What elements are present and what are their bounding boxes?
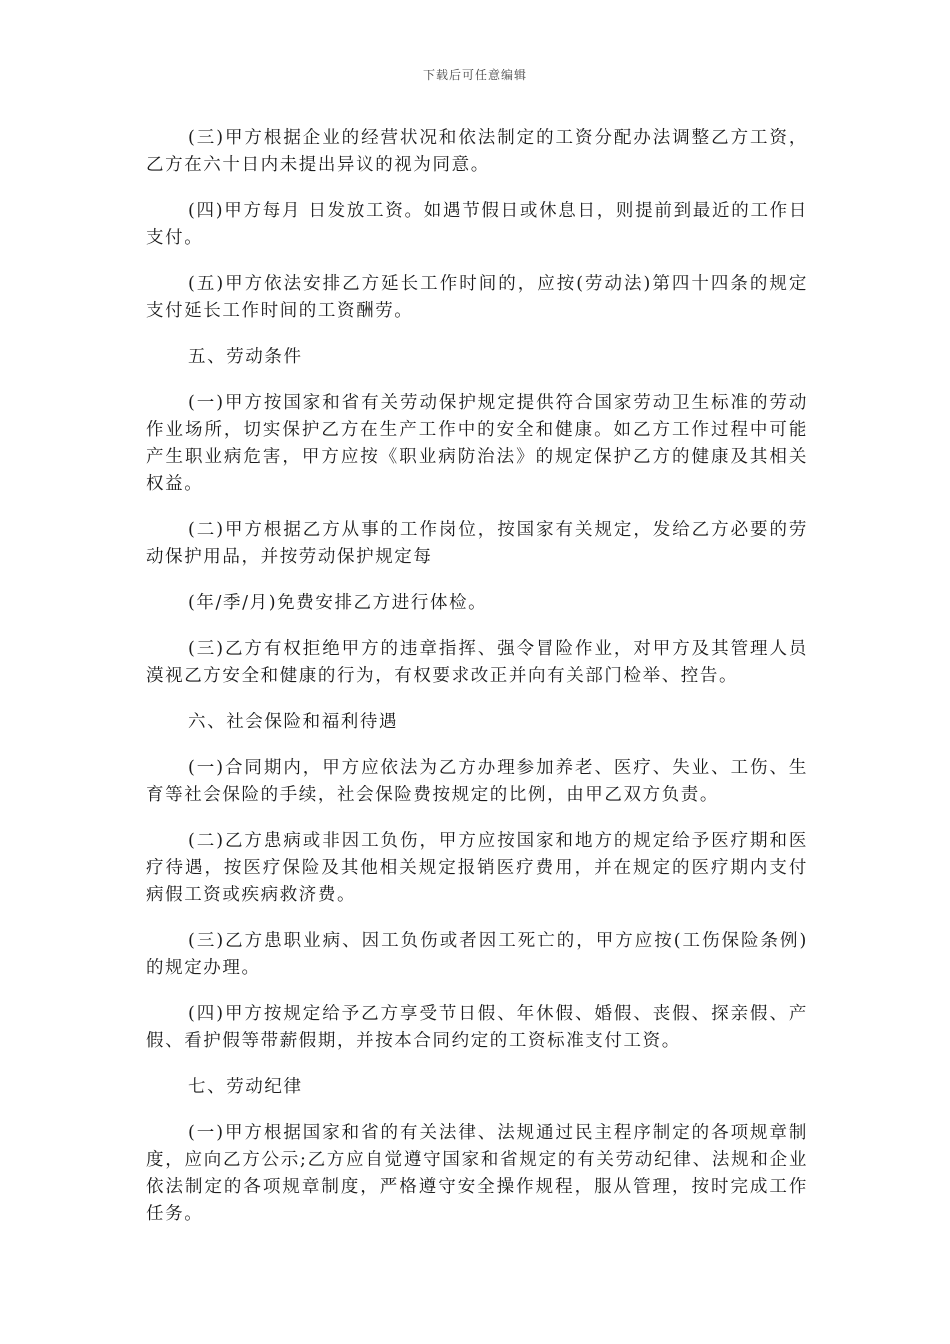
paragraph-health-check: (年/季/月)免费安排乙方进行体检。 — [188, 593, 488, 613]
paragraph-insurance-enrollment: (一)合同期内，甲方应依法为乙方办理参加养老、医疗、失业、工伤、生育等社会保险的手续，社会保险费按规定的比例，由甲乙双方负责。 — [146, 758, 808, 805]
paragraph-protective-equipment: (二)甲方根据乙方从事的工作岗位，按国家有关规定，发给乙方必要的劳动保护用品，并按劳动保护规定每 — [146, 520, 808, 567]
paragraph-occupational-injury: (三)乙方患职业病、因工负伤或者因工死亡的，甲方应按(工伤保险条例)的规定办理。 — [146, 931, 808, 978]
document-body — [146, 125, 808, 1247]
paragraph-sick-leave: (二)乙方患病或非因工负伤，甲方应按国家和地方的规定给予医疗期和医疗待遇，按医疗保险及其他相关规定报销医疗费用，并在规定的医疗期内支付病假工资或疾病救济费。 — [146, 831, 808, 905]
section-heading-labor-conditions: 五、劳动条件 — [188, 347, 303, 367]
paragraph-workplace-safety: (一)甲方按国家和省有关劳动保护规定提供符合国家劳动卫生标准的劳动作业场所，切实保护乙方在生产工作中的安全和健康。如乙方工作过程中可能产生职业病危害，甲方应按《职业病防治法》的规定保护乙方的健康及其相关权益。 — [146, 393, 808, 494]
section-heading-social-insurance: 六、社会保险和福利待遇 — [188, 712, 399, 732]
paragraph-overtime-pay: (五)甲方依法安排乙方延长工作时间的，应按(劳动法)第四十四条的规定支付延长工作时间的工资酬劳。 — [146, 274, 808, 321]
page-header: 下载后可任意编辑 — [422, 68, 527, 82]
section-heading-labor-discipline: 七、劳动纪律 — [188, 1077, 303, 1097]
paragraph-wage-adjustment: (三)甲方根据企业的经营状况和依法制定的工资分配办法调整乙方工资，乙方在六十日内未提出异议的视为同意。 — [146, 128, 808, 175]
paragraph-paid-leave: (四)甲方按规定给予乙方享受节日假、年休假、婚假、丧假、探亲假、产假、看护假等带薪假期，并按本合同约定的工资标准支付工资。 — [146, 1004, 808, 1051]
paragraph-refuse-unsafe-work: (三)乙方有权拒绝甲方的违章指挥、强令冒险作业，对甲方及其管理人员漠视乙方安全和健康的行为，有权要求改正并向有关部门检举、控告。 — [146, 639, 808, 686]
paragraph-payday: (四)甲方每月 日发放工资。如遇节假日或休息日，则提前到最近的工作日支付。 — [146, 201, 808, 248]
paragraph-rules-compliance: (一)甲方根据国家和省的有关法律、法规通过民主程序制定的各项规章制度，应向乙方公示;乙方应自觉遵守国家和省规定的有关劳动纪律、法规和企业依法制定的各项规章制度，严格遵守安全操作规程，服从管理，按时完成工作任务。 — [146, 1123, 808, 1224]
